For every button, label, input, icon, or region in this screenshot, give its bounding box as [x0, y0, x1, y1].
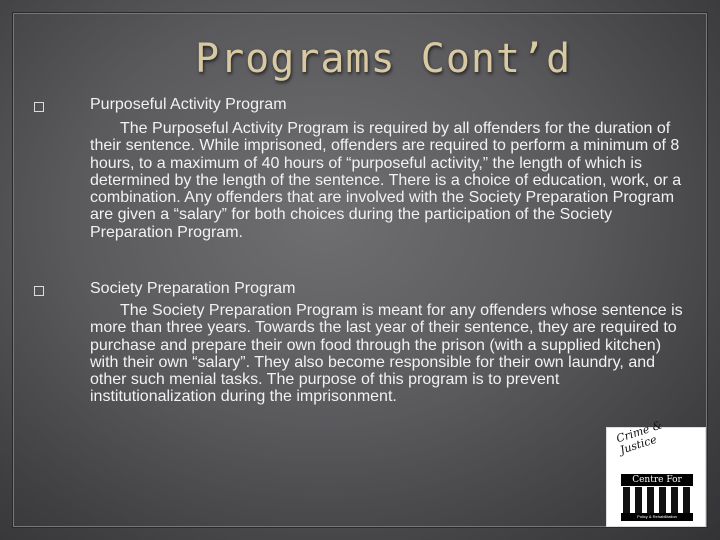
slide-frame [12, 12, 708, 528]
bullet-heading: Purposeful Activity Program [90, 96, 287, 113]
bullet-body: The Society Preparation Program is meant for any offenders whose sentence is more than three years. Towards the last year of their sentence, they are required to purchase and prepare their own food through the prison (with a supplied kitchen) with their own “salary”. They also become responsible for their own laundry, and other such menial tasks. The purpose of this program is to prevent institutionalization during the imprisonment. [90, 302, 683, 406]
slide-title: Programs Cont’d [195, 36, 572, 82]
logo-bars-icon [623, 487, 693, 513]
bullet-body: The Purposeful Activity Program is required by all offenders for the duration of their sentence. While imprisoned, offenders are required to perform a minimum of 8 hours, to a maximum of 40 hours of “purposeful activity,” the length of which is determined by the length of the sentence. There is a choice of education, work, or a combination. Any offenders that are involved with the Society Preparation Program are given a “salary” for both choices during the participation of the Society Preparation Program. [90, 120, 682, 241]
logo-footer-text: Policy & Rehabilitation [621, 513, 693, 521]
logo-script-text: Crime & Justice [614, 418, 664, 457]
centre-logo-image [606, 418, 706, 527]
bullet-marker-icon [34, 286, 44, 296]
bullet-heading: Society Preparation Program [90, 280, 296, 297]
bullet-marker-icon [34, 102, 44, 112]
logo-band-text: Centre For [621, 474, 693, 486]
